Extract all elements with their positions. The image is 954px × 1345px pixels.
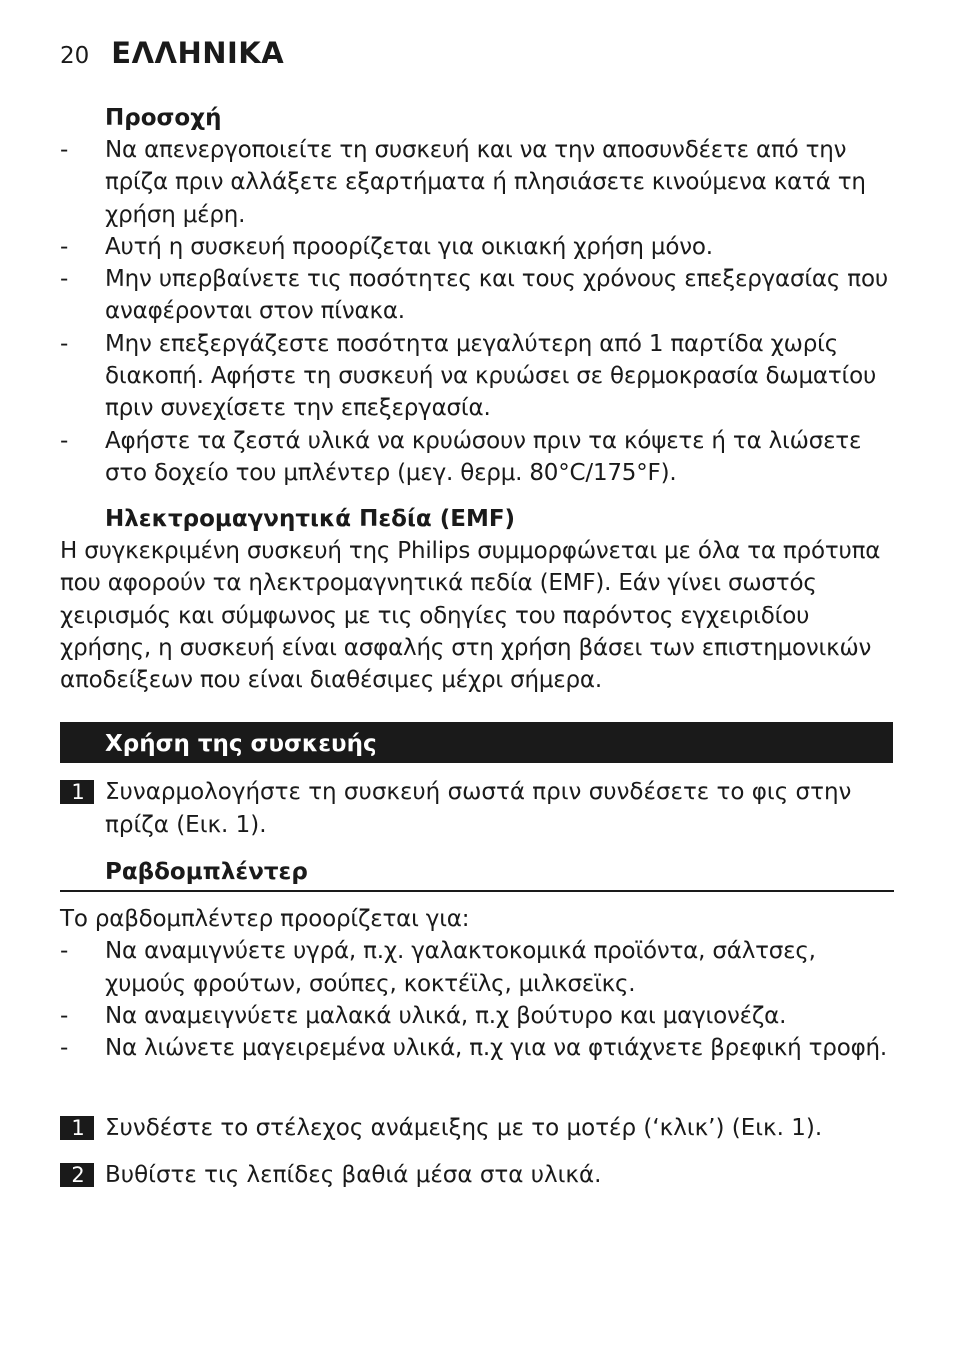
step-item [60, 1159, 900, 1192]
emf-heading: Ηλεκτρομαγνητικά Πεδία (EMF) [105, 506, 516, 532]
page-number: 20 [60, 43, 90, 69]
hand-blender-step-1 [60, 1112, 900, 1145]
hand-blender-list [60, 935, 900, 1064]
step-text: Συναρμολογήστε τη συσκευή σωστά πριν συνδέσετε το φις στην πρίζα (Εικ. 1). [105, 779, 852, 838]
step-number-badge: 1 [60, 1116, 94, 1140]
list-item [60, 134, 900, 231]
hand-blender-item-text: Να αναμειγνύετε μαλακά υλικά, π.χ βούτυρο και μαγιονέζα. [105, 1002, 787, 1029]
step-item [60, 776, 900, 841]
caution-item-text: Να απενεργοποιείτε τη συσκευή και να την αποσυνδέετε από την πρίζα πριν αλλάξετε εξαρτήματα ή πλησιάσετε κινούμενα κατά τη χρήση μέρη. [105, 137, 866, 228]
hand-blender-heading-block [60, 856, 900, 888]
hand-blender-item-text: Να λιώνετε μαγειρεμένα υλικά, π.χ για να φτιάχνετε βρεφική τροφή. [105, 1035, 888, 1062]
bullet-dash: - [60, 1035, 69, 1062]
caution-item-text: Μην επεξεργάζεστε ποσότητα μεγαλύτερη από 1 παρτίδα χωρίς διακοπή. Αφήστε τη συσκευή να κρυώσει σε θερμοκρασία δωματίου πριν συνεχίσετε την επεξεργασία. [105, 330, 877, 422]
bullet-dash: - [60, 330, 69, 357]
page-header [60, 36, 284, 72]
list-item [60, 1000, 900, 1032]
bullet-dash: - [60, 233, 69, 260]
caution-item-text: Αυτή η συσκευή προορίζεται για οικιακή χρήση μόνο. [105, 233, 713, 260]
usage-step-1 [60, 776, 900, 841]
caution-list [60, 134, 900, 489]
list-item [60, 263, 900, 328]
section-title-bar: Χρήση της συσκευής [60, 722, 893, 763]
bullet-dash: - [60, 1002, 69, 1029]
step-number-badge: 1 [60, 780, 94, 804]
step-item [60, 1112, 900, 1145]
hand-blender-item-text: Να αναμιγνύετε υγρά, π.χ. γαλακτοκομικά προϊόντα, σάλτσες, χυμούς φρούτων, σούπες, κοκτέϊλς, μιλκσεϊκς. [105, 938, 816, 997]
hand-blender-heading: Ραβδομπλέντερ [105, 859, 308, 885]
caution-section [60, 102, 900, 489]
heading-divider [60, 890, 894, 892]
hand-blender-intro: Το ραβδομπλέντερ προορίζεται για: [60, 906, 470, 932]
bullet-dash: - [60, 137, 69, 163]
list-item [60, 231, 900, 263]
bullet-dash: - [60, 938, 69, 965]
hand-blender-step-2 [60, 1159, 900, 1192]
caution-heading: Προσοχή [105, 105, 222, 131]
bullet-dash: - [60, 266, 69, 293]
caution-item-text: Μην υπερβαίνετε τις ποσότητες και τους χρόνους επεξεργασίας που αναφέρονται στον πίνακα. [105, 266, 888, 325]
caution-item-text: Αφήστε τα ζεστά υλικά να κρυώσουν πριν τα κόψετε ή τα λιώσετε στο δοχείο του μπλέντερ (μεγ. θερμ. 80°C/175°F). [105, 427, 862, 486]
emf-section [60, 503, 900, 696]
list-item [60, 425, 900, 490]
language-title: ΕΛΛΗΝΙΚΑ [111, 36, 285, 70]
emf-paragraph: Η συγκεκριμένη συσκευή της Philips συμμορφώνεται με όλα τα πρότυπα που αφορούν τα ηλεκτρομαγνητικά πεδία (EMF). Εάν γίνει σωστός χειρισμός και σύμφωνος με τις οδηγίες του παρόντος εγχειριδίου χρήσης, η συσκευή είναι ασφαλής στη χρήση βάσει των επιστημονικών αποδείξεων που είναι διαθέσιμες μέχρι σήμερα. [60, 538, 881, 694]
bullet-dash: - [60, 427, 69, 454]
list-item [60, 935, 900, 1000]
list-item [60, 1032, 900, 1064]
step-text: Βυθίστε τις λεπίδες βαθιά μέσα στα υλικά. [105, 1162, 602, 1188]
step-number-badge: 2 [60, 1163, 94, 1187]
hand-blender-section [60, 903, 900, 1064]
step-text: Συνδέστε το στέλεχος ανάμειξης με το μοτέρ (‘κλικ’) (Εικ. 1). [105, 1115, 823, 1141]
list-item [60, 328, 900, 425]
